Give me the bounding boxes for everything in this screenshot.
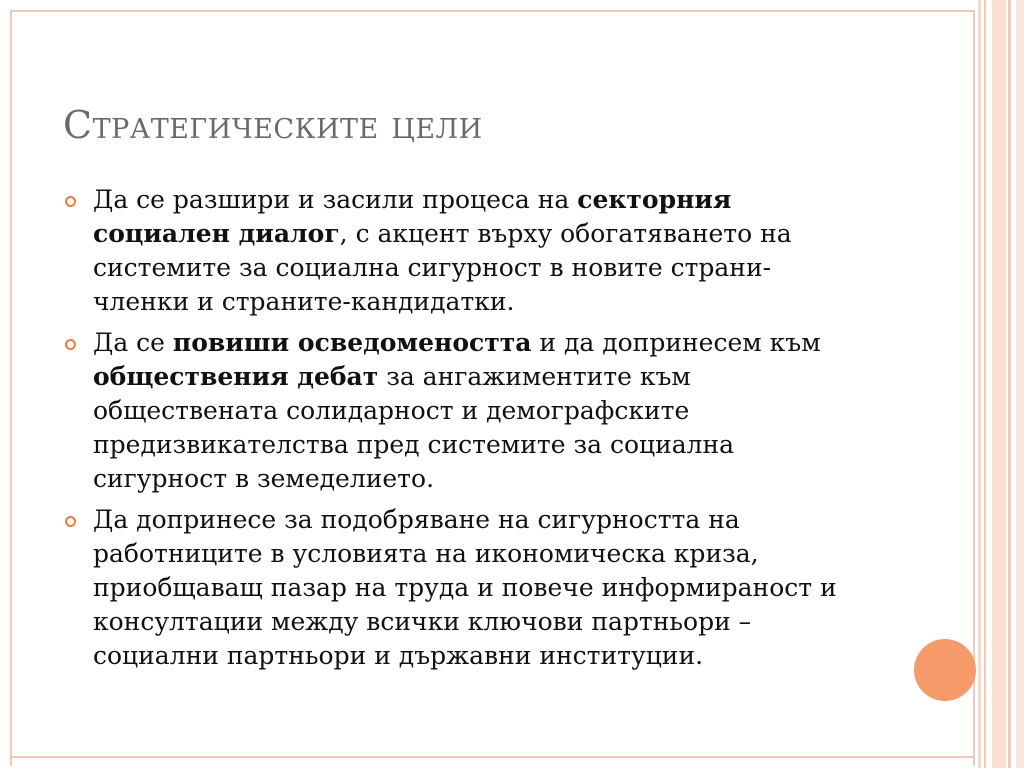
bullet-text-bold-segment: обществения дебат [93, 362, 379, 391]
slide-frame-bottom-line [10, 756, 975, 758]
bullet-item [63, 326, 858, 496]
bullet-item [63, 503, 858, 673]
bullet-text-segment: за ангажиментите към обществената солидарност и демографските предизвикателства пред системите за социална сигурност в земеделието. [93, 362, 735, 493]
decorative-stripe [1008, 0, 1011, 768]
hollow-circle-bullet-icon [65, 196, 76, 207]
bullet-text-bold-segment: секторния социален диалог [93, 185, 732, 248]
bullet-text-segment: Да се разшири и засили процеса на [93, 185, 578, 214]
decorative-stripe [992, 0, 1006, 768]
slide-title: Стратегическите цели [63, 103, 483, 147]
bullet-text [93, 328, 821, 493]
bullet-text-segment: и да допринесем към [531, 328, 821, 357]
decorative-stripe [978, 0, 981, 768]
right-decorative-stripes [978, 0, 1024, 768]
bullet-text-segment: Да се [93, 328, 173, 357]
bullet-item [63, 183, 858, 319]
bullet-list [63, 183, 858, 680]
hollow-circle-bullet-icon [65, 339, 76, 350]
hollow-circle-bullet-icon [65, 516, 76, 527]
bullet-text [93, 505, 837, 670]
orange-circle-decoration [914, 639, 976, 701]
decorative-stripe [984, 0, 986, 768]
bullet-text-segment: , с акцент върху обогатяването на системите за социална сигурност в новите страни-членки и страните-кандидатки. [93, 219, 792, 316]
decorative-stripe [1016, 0, 1024, 768]
bullet-text-segment: Да допринесе за подобряване на сигурността на работниците в условията на икономическа криза, приобщаващ пазар на труда и повече информираност и консултации между всички ключови партньори – социални партньори и държавни институции. [93, 505, 837, 670]
bullet-text [93, 185, 792, 316]
bullet-text-bold-segment: повиши осведомеността [172, 328, 532, 357]
